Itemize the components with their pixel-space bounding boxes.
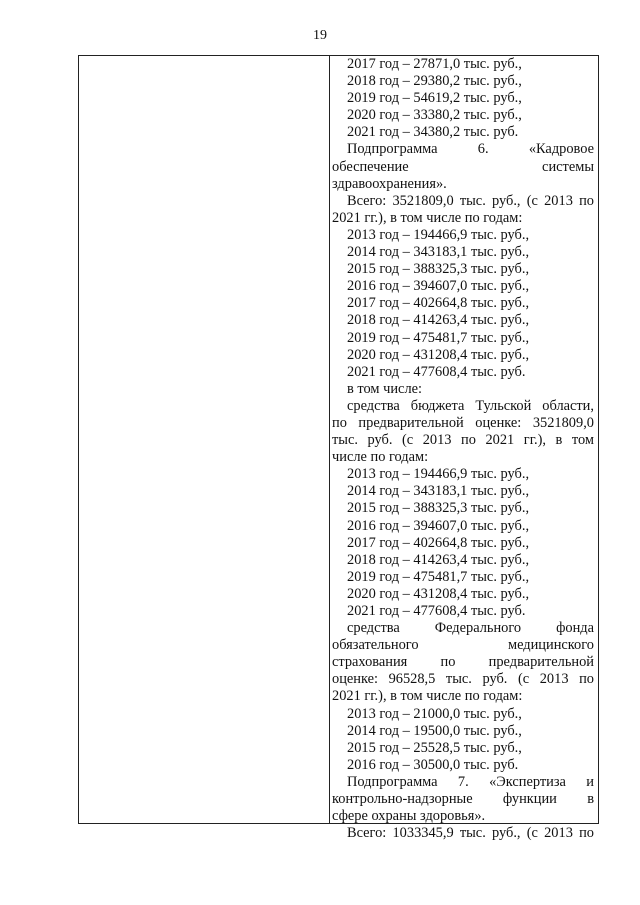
column-divider [329,56,330,823]
text-line: здравоохранения». [332,175,447,192]
funding-table [78,55,599,842]
text-line: 2021 гг.), в том числе по годам: [332,209,523,226]
text-line: 2019 год – 475481,7 тыс. руб., [347,568,530,585]
text-line: 2021 год – 477608,4 тыс. руб. [347,603,526,619]
text-line: средства Федерального фонда [347,620,594,637]
text-line: 2014 год – 343183,1 тыс. руб., [347,244,530,261]
text-line: 2017 год – 402664,8 тыс. руб., [347,295,530,312]
text-line: тыс. руб. (с 2013 по 2021 гг.), в том [332,432,594,449]
text-line: контрольно-надзорные функции в [332,791,594,808]
text-line: 2013 год – 194466,9 тыс. руб., [347,466,530,483]
text-line: 2020 год – 33380,2 тыс. руб., [347,107,522,124]
text-line: 2014 год – 343183,1 тыс. руб., [347,483,530,500]
text-line: числе по годам: [332,449,429,466]
text-line: 2015 год – 25528,5 тыс. руб., [347,739,522,756]
text-line: 2016 год – 394607,0 тыс. руб., [347,517,530,534]
text-line: 2013 год – 194466,9 тыс. руб., [347,226,530,243]
text-line: 2015 год – 388325,3 тыс. руб., [347,261,530,278]
text-line: 2016 год – 394607,0 тыс. руб., [347,278,530,295]
text-line: страхования по предварительной [332,654,594,671]
text-line: Всего: 3521809,0 тыс. руб., (с 2013 по [347,192,594,209]
text-line: 2018 год – 414263,4 тыс. руб., [347,312,530,329]
text-line: 2020 год – 431208,4 тыс. руб., [347,346,530,363]
text-line: обеспечение системы [332,158,594,175]
text-line: оценке: 96528,5 тыс. руб. (с 2013 по [332,671,594,688]
text-line: 2021 гг.), в том числе по годам: [332,688,523,705]
text-line: 2018 год – 29380,2 тыс. руб., [347,73,522,90]
text-line: средства бюджета Тульской области, [347,397,594,414]
page-number: 19 [313,28,327,43]
text-line: Всего: 1033345,9 тыс. руб., (с 2013 по [347,825,594,842]
text-line: 2015 год – 388325,3 тыс. руб., [347,500,530,517]
text-line: обязательного медицинского [332,637,594,654]
text-line: сфере охраны здоровья». [332,808,486,825]
table-right-cell [332,56,594,842]
text-line: 2017 год – 402664,8 тыс. руб., [347,534,530,551]
text-line: 2021 год – 477608,4 тыс. руб. [347,363,526,380]
text-line: 2018 год – 414263,4 тыс. руб., [347,551,530,568]
text-line: в том числе: [347,380,423,397]
text-line: 2020 год – 431208,4 тыс. руб., [347,585,530,602]
text-line: 2016 год – 30500,0 тыс. руб. [347,756,519,773]
text-line: Подпрограмма 6. «Кадровое [347,141,594,158]
text-line: 2019 год – 54619,2 тыс. руб., [347,90,522,107]
table-left-cell [79,56,329,823]
text-line: по предварительной оценке: 3521809,0 [332,414,594,431]
text-line: 2021 год – 34380,2 тыс. руб. [347,124,519,141]
text-line: 2017 год – 27871,0 тыс. руб., [347,56,522,72]
text-line: 2014 год – 19500,0 тыс. руб., [347,722,522,739]
text-line: 2013 год – 21000,0 тыс. руб., [347,705,522,722]
text-line: Подпрограмма 7. «Экспертиза и [347,773,594,790]
text-line: 2019 год – 475481,7 тыс. руб., [347,329,530,346]
